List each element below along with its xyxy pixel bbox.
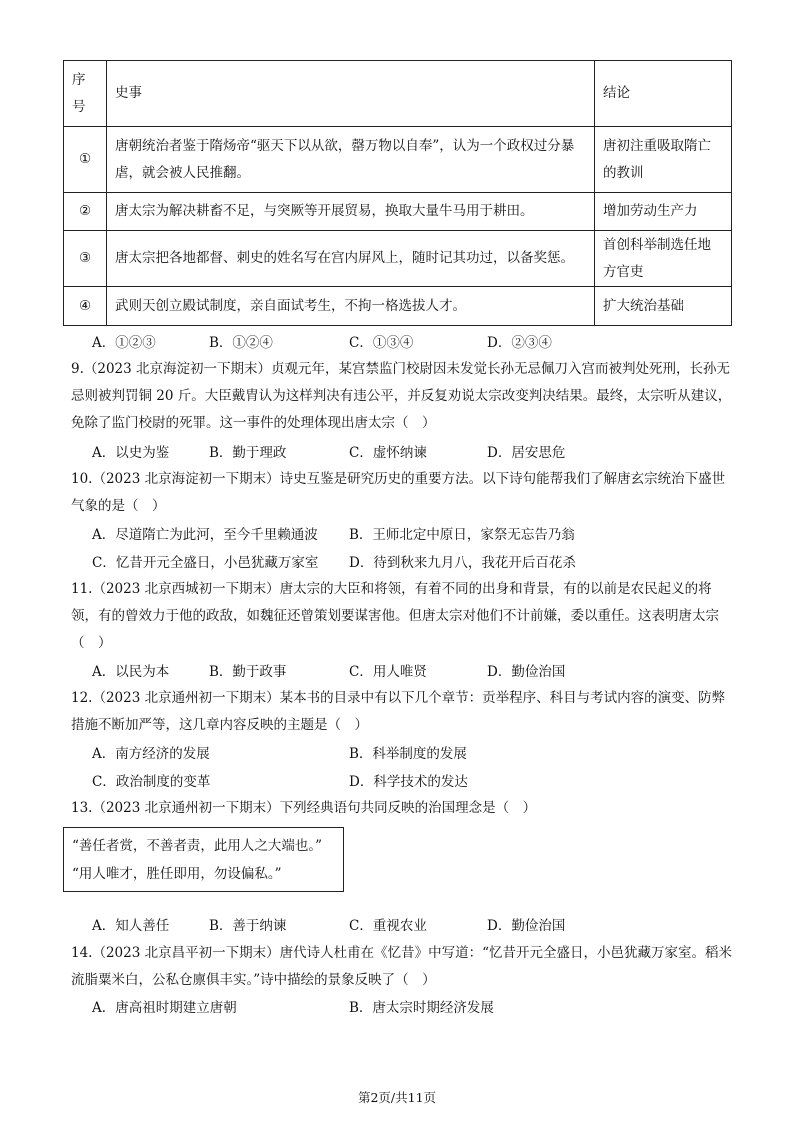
q8-option-a[interactable]: A．①②③ xyxy=(92,335,156,351)
q11-option-c[interactable]: C．用人唯贤 xyxy=(349,664,427,680)
row-seq: ② xyxy=(64,193,107,231)
row-conclusion: 唐初注重吸取隋亡的教训 xyxy=(595,127,732,193)
page-footer: 第2页/共11页 xyxy=(357,1090,437,1105)
q10-option-b[interactable]: B．王师北定中原日，家祭无忘告乃翁 xyxy=(349,527,575,543)
q12-option-b[interactable]: B．科举制度的发展 xyxy=(349,746,467,762)
q11-option-b[interactable]: B．勤于政事 xyxy=(209,664,287,680)
q14-option-b[interactable]: B．唐太宗时期经济发展 xyxy=(349,1000,494,1016)
row-seq: ③ xyxy=(64,231,107,287)
row-seq: ④ xyxy=(64,287,107,326)
history-table xyxy=(63,60,732,326)
q8-option-b[interactable]: B．①②④ xyxy=(209,335,273,351)
q11-option-d[interactable]: D．勤俭治国 xyxy=(487,664,566,680)
header-conclusion: 结论 xyxy=(595,61,732,127)
row-conclusion: 首创科举制选任地方官吏 xyxy=(595,231,732,287)
q8-option-c[interactable]: C．①③④ xyxy=(349,335,414,351)
q9-option-d[interactable]: D．居安思危 xyxy=(487,445,566,461)
row-event: 唐太宗为解决耕畜不足，与突厥等开展贸易，换取大量牛马用于耕田。 xyxy=(107,193,595,231)
row-event: 唐太宗把各地都督、刺史的姓名写在宫内屏风上，随时记其功过，以备奖惩。 xyxy=(107,231,595,287)
row-event: 唐朝统治者鉴于隋炀帝“驱天下以从欲，罄万物以自奉”，认为一个政权过分暴虐，就会被人民推翻。 xyxy=(107,127,595,193)
q12-option-a[interactable]: A．南方经济的发展 xyxy=(92,746,210,762)
row-event: 武则天创立殿试制度，亲自面试考生，不拘一格选拔人才。 xyxy=(107,287,595,326)
table-header-row xyxy=(64,61,732,127)
q9-option-a[interactable]: A．以史为鉴 xyxy=(92,445,170,461)
q13-option-b[interactable]: B．善于纳谏 xyxy=(209,918,287,934)
q9-option-c[interactable]: C．虚怀纳谏 xyxy=(349,445,427,461)
table-row xyxy=(64,287,732,326)
q13-option-a[interactable]: A．知人善任 xyxy=(92,918,170,934)
table-row xyxy=(64,231,732,287)
row-seq: ① xyxy=(64,127,107,193)
q10-option-c[interactable]: C．忆昔开元全盛日，小邑犹藏万家室 xyxy=(92,555,319,571)
table-row xyxy=(64,127,732,193)
header-seq: 序号 xyxy=(64,61,107,127)
table-row xyxy=(64,193,732,231)
q9-stem: 9.（2023 北京海淀初一下期末）贞观元年，某宫禁监门校尉因未发觉长孙无忌佩刀入宫而被判处死刑，长孙无忌则被判罚铜 20 斤。大臣戴胄认为这样判决有违公平，并反复劝说太宗改变判决结果。最终，太宗听从建议，免除了监门校尉的死罪。这一事件的处理体现出唐太宗（ ） xyxy=(71,361,732,431)
q13-quote-box xyxy=(63,827,344,892)
q10-stem: 10.（2023 北京海淀初一下期末）诗史互鉴是研究历史的重要方法。以下诗句能帮我们了解唐玄宗统治下盛世气象的是（ ） xyxy=(71,471,726,514)
q13-stem: 13.（2023 北京通州初一下期末）下列经典语句共同反映的治国理念是（ ） xyxy=(71,800,537,816)
q13-quote-2: “用人唯才，胜任即用，勿设偏私。” xyxy=(72,866,282,882)
q14-option-a[interactable]: A．唐高祖时期建立唐朝 xyxy=(92,1000,237,1016)
q12-option-d[interactable]: D．科学技术的发达 xyxy=(349,774,468,790)
header-event: 史事 xyxy=(107,61,595,127)
q13-quote-1: “善任者赏，不善者责，此用人之大端也。” xyxy=(72,838,323,854)
row-conclusion: 增加劳动生产力 xyxy=(595,193,732,231)
q10-option-a[interactable]: A．尽道隋亡为此河，至今千里赖通波 xyxy=(92,527,318,543)
q14-stem: 14.（2023 北京昌平初一下期末）唐代诗人杜甫在《忆昔》中写道：“忆昔开元全盛日，小邑犹藏万家室。稻米流脂粟米白，公私仓廪俱丰实。”诗中描绘的景象反映了（ ） xyxy=(71,945,733,988)
q11-option-a[interactable]: A．以民为本 xyxy=(92,664,170,680)
q8-option-d[interactable]: D．②③④ xyxy=(487,335,552,351)
q13-option-c[interactable]: C．重视农业 xyxy=(349,918,427,934)
q9-option-b[interactable]: B．勤于理政 xyxy=(209,445,287,461)
q12-stem: 12.（2023 北京通州初一下期末）某本书的目录中有以下几个章节：贡举程序、科目与考试内容的演变、防弊措施不断加严等，这几章内容反映的主题是（ ） xyxy=(71,690,726,733)
q12-option-c[interactable]: C．政治制度的变革 xyxy=(92,774,211,790)
q13-option-d[interactable]: D．勤俭治国 xyxy=(487,918,566,934)
row-conclusion: 扩大统治基础 xyxy=(595,287,732,326)
q10-option-d[interactable]: D．待到秋来九月八，我花开后百花杀 xyxy=(349,555,576,571)
q11-stem: 11.（2023 北京西城初一下期末）唐太宗的大臣和将领，有着不同的出身和背景，有的以前是农民起义的将领，有的曾效力于他的政敌，如魏征还曾策划要谋害他。但唐太宗对他们不计前嫌，委以重任。这表明唐太宗（ ） xyxy=(71,581,719,651)
